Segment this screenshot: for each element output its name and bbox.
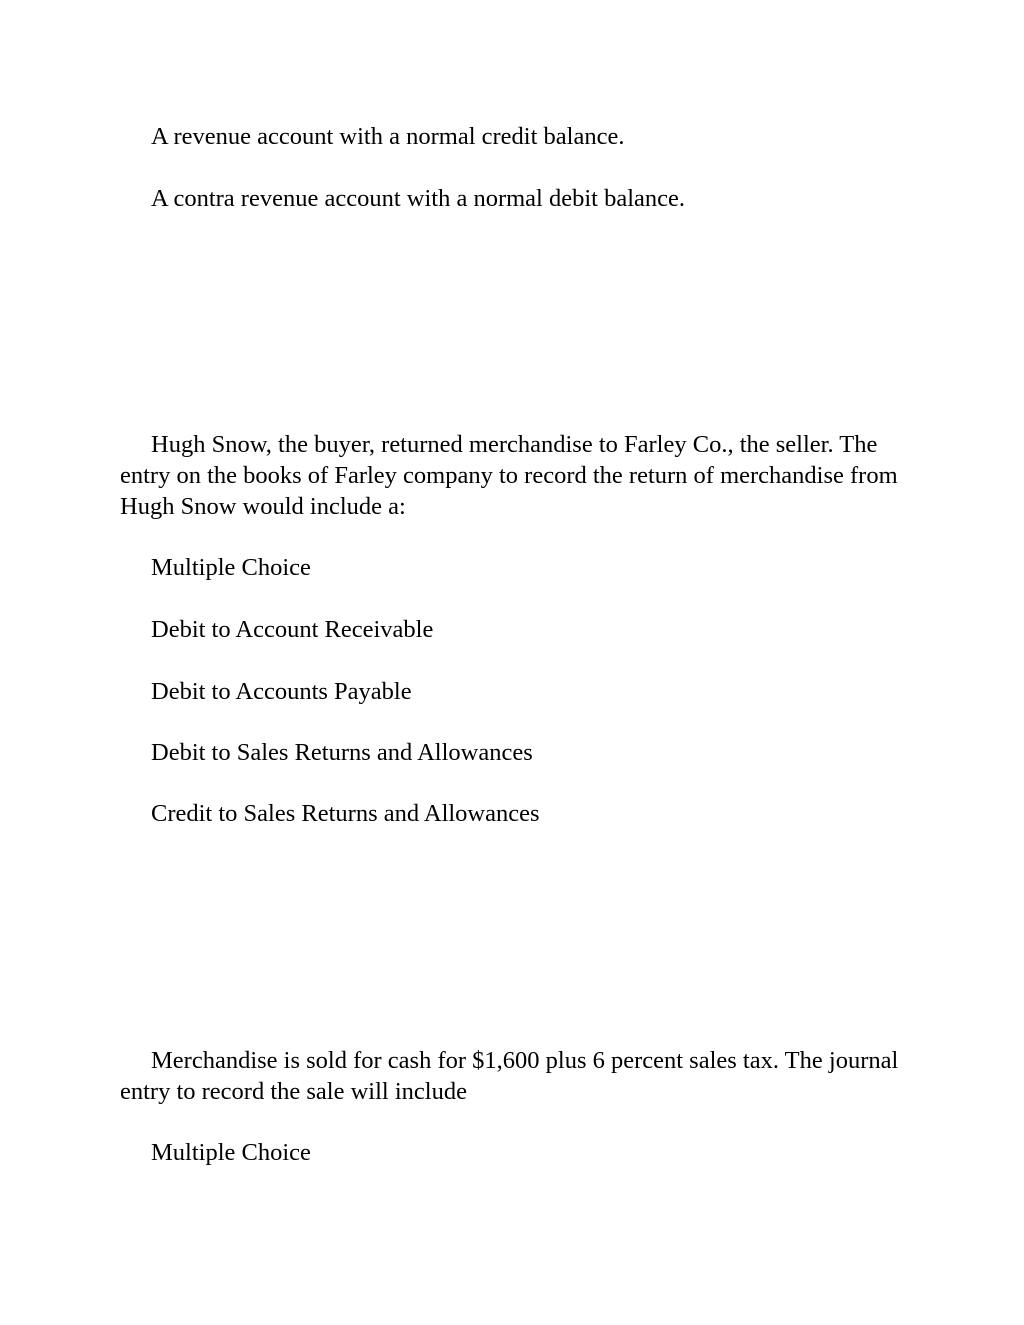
question-text: Hugh Snow, the buyer, returned merchandise to Farley Co., the seller. The entry on the books of Farley company to record the return of merchandise from Hugh Snow would include a:	[120, 431, 898, 520]
answer-option: A contra revenue account with a normal debit balance.	[151, 185, 686, 212]
question-type-label: Multiple Choice	[151, 554, 311, 581]
question-text: Merchandise is sold for cash for $1,600 plus 6 percent sales tax. The journal entry to record the sale will include	[120, 1047, 899, 1105]
answer-option: Debit to Sales Returns and Allowances	[151, 739, 533, 766]
answer-option: A revenue account with a normal credit balance.	[151, 123, 625, 150]
answer-option: Debit to Account Receivable	[151, 616, 434, 643]
question-type-label: Multiple Choice	[151, 1139, 311, 1166]
answer-option: Debit to Accounts Payable	[151, 678, 412, 705]
answer-option: Credit to Sales Returns and Allowances	[151, 800, 540, 827]
